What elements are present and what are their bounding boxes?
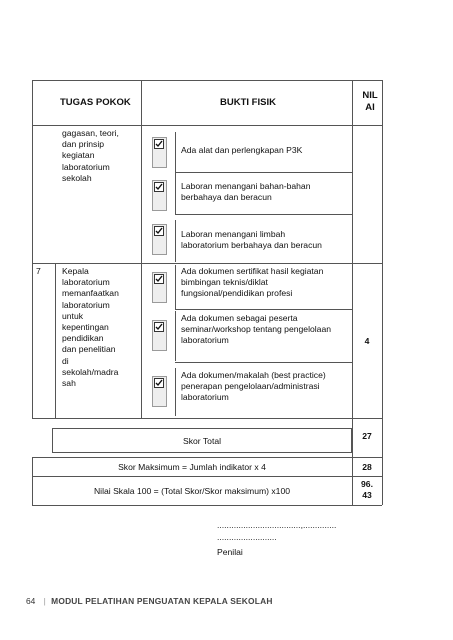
skor-maks-value: 28 [362,462,372,472]
tugas-line: di [62,355,69,366]
bukti-line: laboratorium berbahaya dan beracun [181,240,322,251]
tugas-line: pendidikan [62,333,104,344]
bukti-item [181,266,323,300]
bukti-cell-divider [175,362,352,363]
row1-tugas [62,128,119,184]
bukti-item [181,229,322,251]
tugas-line: kepentingan [62,322,109,333]
checkmark-icon [154,378,164,388]
bukti-line: berbahaya dan beracun [181,192,272,203]
tugas-line: untuk [62,310,84,321]
table-top-border [32,80,382,81]
signature-block [217,519,336,558]
header-bukti-fisik: BUKTI FISIK [220,97,276,108]
header-bottom-border [32,125,382,126]
signature-label: Penilai [217,547,243,557]
tugas-line: laboratorium [62,277,110,288]
table-bottom-border [32,418,382,419]
bukti-line: laboratorium [181,392,229,403]
footer-title: MODUL PELATIHAN PENGUATAN KEPALA SEKOLAH [51,596,273,606]
checkbox[interactable] [152,224,167,255]
nilai-skala-value [352,479,382,501]
skor-total-label: Skor Total [182,436,222,446]
footer-separator: | [43,596,46,606]
checkbox[interactable] [152,320,167,351]
tugas-line: gagasan, teori, [62,128,119,138]
nilai-column-divider [352,80,353,418]
row2-nilai: 4 [364,336,370,346]
page-footer [26,596,273,606]
bukti-item [181,313,331,347]
bukti-cell-divider [175,214,352,215]
row2-tugas [62,266,119,389]
header-nilai-line1: NIL [362,90,378,101]
header-nilai [358,90,382,114]
tugas-line: memanfaatkan [62,288,119,299]
checkbox[interactable] [152,376,167,407]
checkbox[interactable] [152,180,167,211]
nilai-skala-value-line1: 96. [361,479,373,489]
bukti-line: fungsional/pendidikan profesi [181,288,293,299]
checkbox[interactable] [152,137,167,168]
checkmark-icon [154,274,164,284]
tugas-line: Kepala [62,266,89,276]
bukti-cell-divider [175,172,352,173]
summary-line [382,418,383,505]
bukti-line: seminar/workshop tentang pengelolaan [181,324,332,335]
bukti-line: Laboran menangani bahan-bahan [181,181,311,191]
bukti-line: Ada alat dan perlengkapan P3K [181,145,303,155]
skor-maks-label: Skor Maksimum = Jumlah indikator x 4 [118,462,266,472]
row-separator [32,263,382,264]
table-right-border [382,80,383,418]
bukti-cell-divider [175,132,176,214]
bukti-item [181,145,302,156]
tugas-line: laboratorium [62,299,110,310]
summary-line [32,476,382,477]
summary-line [32,505,382,506]
tugas-line: dan penelitian [62,344,116,355]
page-number: 64 [26,596,36,606]
bukti-line: bimbingan teknis/diklat [181,277,268,288]
nilai-skala-label: Nilai Skala 100 = (Total Skor/Skor maksimum) x100 [93,486,291,496]
checkmark-icon [154,322,164,332]
bukti-line: penerapan pengelolaan/administrasi [181,381,320,392]
row2-number: 7 [36,266,41,276]
tugas-line: laboratorium [62,161,110,172]
table-left-border [32,80,33,418]
nilai-skala-value-line2: 43 [362,490,372,500]
header-nilai-line2: AI [365,102,375,113]
tugas-line: dan prinsip [62,139,105,150]
tugas-line: sekolah [62,172,92,183]
bukti-line: Ada dokumen sebagai peserta [181,313,298,323]
bukti-cell-divider [175,311,176,361]
no-column-divider [55,263,56,418]
bukti-cell-divider [175,368,176,416]
checkmark-icon [154,139,164,149]
bukti-cell-divider [175,220,176,262]
checkmark-icon [154,226,164,236]
bukti-cell-divider [175,265,176,309]
tugas-line: sekolah/madra [62,366,119,377]
signature-dots-line1: ...................................,.............. [217,520,337,530]
skor-total-value: 27 [362,431,372,441]
tugas-line: sah [62,378,76,389]
bukti-item [181,181,311,203]
bukti-line: laboratorium [181,335,229,346]
signature-dots-line2: ......................... [217,532,277,542]
summary-line [32,457,382,458]
tugas-line: kegiatan [62,150,95,161]
checkbox[interactable] [152,272,167,303]
header-tugas-pokok: TUGAS POKOK [60,97,131,108]
bukti-cell-divider [175,309,352,310]
nilai-cell-border [352,263,382,264]
bukti-line: Ada dokumen sertifikat hasil kegiatan [181,266,324,276]
bukti-item [181,370,326,404]
tugas-column-divider [141,80,142,418]
checkmark-icon [154,182,164,192]
bukti-line: Ada dokumen/makalah (best practice) [181,370,326,380]
bukti-line: Laboran menangani limbah [181,229,286,239]
